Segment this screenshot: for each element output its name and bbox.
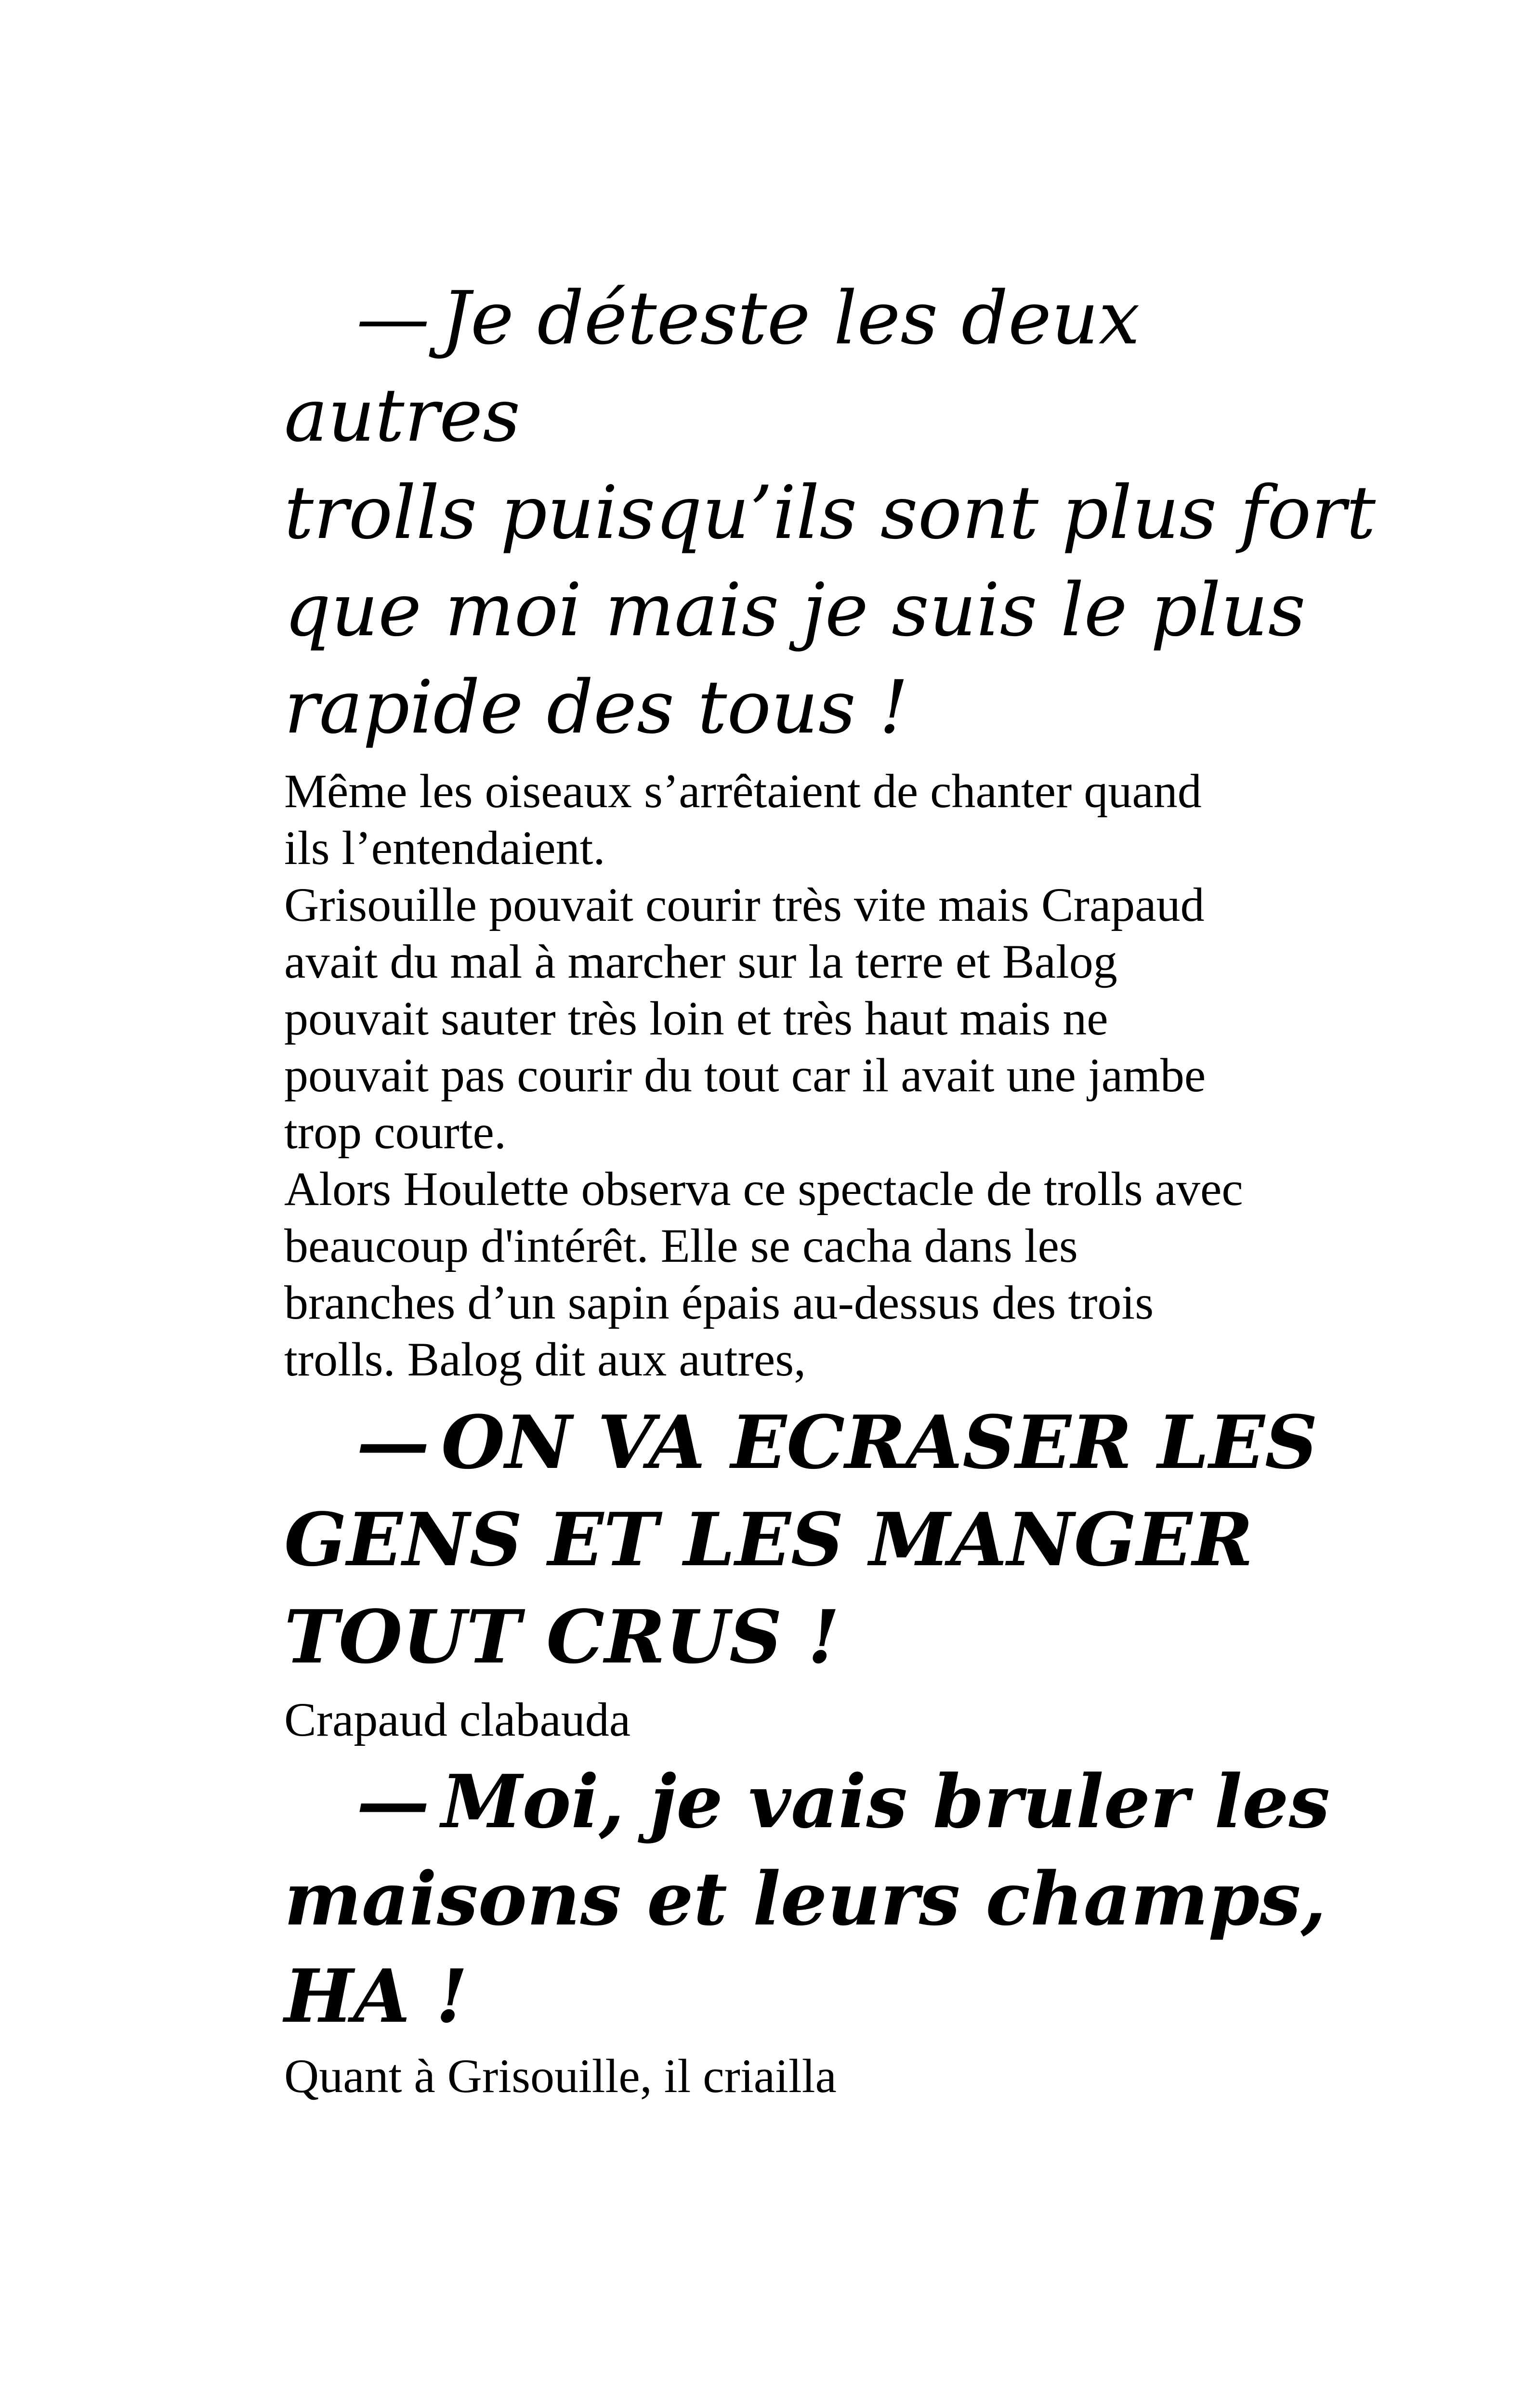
- narration-paragraph: Crapaud clabauda: [284, 1693, 631, 1746]
- dialogue-dash: —: [356, 1399, 430, 1485]
- dialogue-paragraph: [284, 1394, 1392, 1686]
- dialogue-dash: —: [356, 275, 430, 361]
- narration-paragraph: Même les oiseaux s’arrêtaient de chanter quand ils l’entendaient. Grisouille pouvait courir très vite mais Crapaud avait du mal à marcher sur la terre et Balog pouvait sauter très loin et très haut mais ne pouvait pas courir du tout car il avait une jambe trop courte. Alors Houlette observa ce spectacle de trolls avec beaucoup d'intérêt. Elle se cacha dans les branches d’un sapin épais au-dessus des trois trolls. Balog dit aux autres,: [284, 764, 1243, 1386]
- dialogue-paragraph: [284, 270, 1392, 756]
- page-text: [284, 270, 1392, 2105]
- narration-paragraph: Quant à Grisouille, il criailla: [284, 2049, 837, 2103]
- dialogue-text: Je déteste les deux autres trolls puisqu’ils sont plus fort que moi mais je suis le plus rapide des tous !: [284, 275, 1376, 750]
- dialogue-text: ON VA ECRASER LES GENS ET LES MANGER TOUT CRUS !: [284, 1399, 1318, 1680]
- dialogue-dash: —: [356, 1758, 430, 1845]
- dialogue-paragraph: [284, 1753, 1392, 2045]
- dialogue-text: Moi, je vais bruler les maisons et leurs champs, HA !: [284, 1758, 1330, 2039]
